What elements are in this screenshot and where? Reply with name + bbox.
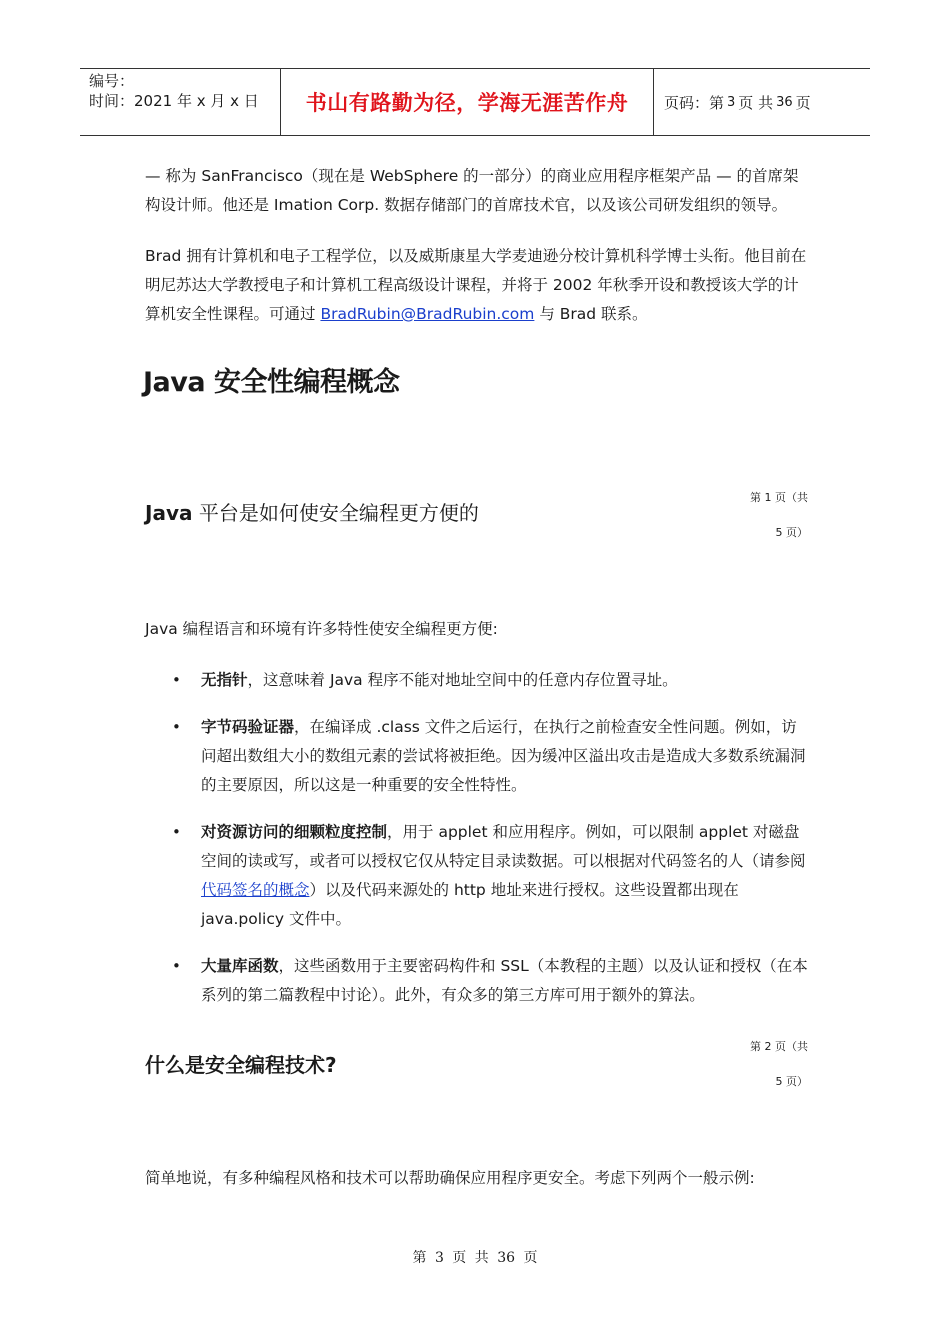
section1-page-line1: 第 1 页（共: [750, 491, 808, 504]
item-text: ，在编译成 .class 文件之后运行，在执行之前检查安全性问题。例如，访问超出数组大小的数组元素的尝试将被拒绝。因为缓冲区溢出攻击是造成大多数系统漏洞的主要原因，所以这是一种重要的安全性特性。: [201, 718, 806, 794]
intro-para-2: [145, 242, 810, 329]
intro-paragraph-2: [145, 242, 810, 329]
bullet-icon: •: [172, 718, 181, 736]
list-item: [145, 713, 810, 800]
page-prefix: 页码：第: [664, 93, 725, 112]
number-label: 编号：: [89, 72, 135, 90]
email-link[interactable]: BradRubin@BradRubin.com: [320, 305, 535, 323]
item-text-after: ）以及代码来源处的 http 地址来进行授权。这些设置都出现在 java.policy 文件中。: [201, 881, 739, 928]
item-bold: 对资源访问的细颗粒度控制: [201, 823, 388, 841]
list-item: [145, 666, 810, 695]
feature-list: [145, 666, 810, 1028]
page-header: [80, 68, 870, 136]
page-footer: 第 3 页 共 36 页: [412, 1250, 538, 1266]
page-current: 3: [727, 94, 736, 110]
code-signing-link[interactable]: 代码签名的概念: [201, 881, 310, 899]
section1-title-bold: Java: [145, 501, 193, 525]
section2-intro: [145, 1164, 810, 1193]
item-bold: 大量库函数: [201, 957, 279, 975]
item-text: ，这意味着 Java 程序不能对地址空间中的任意内存位置寻址。: [247, 671, 678, 689]
header-motto: [281, 69, 654, 135]
bullet-icon: •: [172, 671, 181, 689]
time-label: 时间：2021 年 x 月 x 日: [89, 92, 259, 110]
intro-para-2-before: Brad 拥有计算机和电子工程学位，以及威斯康星大学麦迪逊分校计算机科学博士头衔。他目前在明尼苏达大学教授电子和计算机工程高级设计课程，并将于 2002 年秋季开设和教授该大学的计算机安全性课程。可通过: [145, 247, 807, 323]
page-suffix: 页: [795, 93, 811, 112]
intro-para-2-after: 与 Brad 联系。: [534, 305, 648, 323]
section1-title: [145, 497, 479, 526]
item-text-before: ，用于 applet 和应用程序。例如，可以限制 applet 对磁盘空间的读或写，或者可以授权它仅从特定目录读数据。可以根据对代码签名的人（请参阅: [201, 823, 806, 870]
bullet-icon: •: [172, 823, 181, 841]
section2-page-indicator: [750, 1029, 808, 1099]
item-bold: 无指针: [201, 671, 248, 689]
section2-page-line1: 第 2 页（共: [750, 1040, 808, 1053]
section2-page-line2: 5 页）: [775, 1075, 808, 1088]
section-title: Java 安全性编程概念: [143, 367, 400, 398]
section1-page-line2: 5 页）: [775, 526, 808, 539]
section1-intro-text: Java 编程语言和环境有许多特性使安全编程更方便:: [145, 620, 498, 638]
list-item: [145, 952, 810, 1010]
intro-paragraph-1: [145, 162, 810, 220]
intro-para-1-text: — 称为 SanFrancisco（现在是 WebSphere 的一部分）的商业应用程序框架产品 — 的首席架构设计师。他还是 Imation Corp. 数据存储部门的首席技术官，以及该公司研发组织的领导。: [145, 167, 799, 214]
section2-intro-text: 简单地说，有多种编程风格和技术可以帮助确保应用程序更安全。考虑下列两个一般示例:: [145, 1169, 755, 1187]
page-total: 36: [776, 94, 793, 110]
section1-page-indicator: [750, 480, 808, 550]
list-item: [145, 818, 810, 934]
page-mid: 页 共: [738, 93, 774, 112]
section1-intro: [145, 615, 810, 644]
section2-title: 什么是安全编程技术?: [145, 1053, 337, 1077]
motto-text: 书山有路勤为径，学海无涯苦作舟: [305, 90, 629, 115]
header-page-indicator: [654, 69, 870, 135]
bullet-icon: •: [172, 957, 181, 975]
header-meta: [80, 69, 281, 135]
item-bold: 字节码验证器: [201, 718, 295, 736]
section1-title-rest: 平台是如何使安全编程更方便的: [192, 501, 479, 525]
item-text: ，这些函数用于主要密码构件和 SSL（本教程的主题）以及认证和授权（在本系列的第二篇教程中讨论）。此外，有众多的第三方库可用于额外的算法。: [201, 957, 808, 1004]
